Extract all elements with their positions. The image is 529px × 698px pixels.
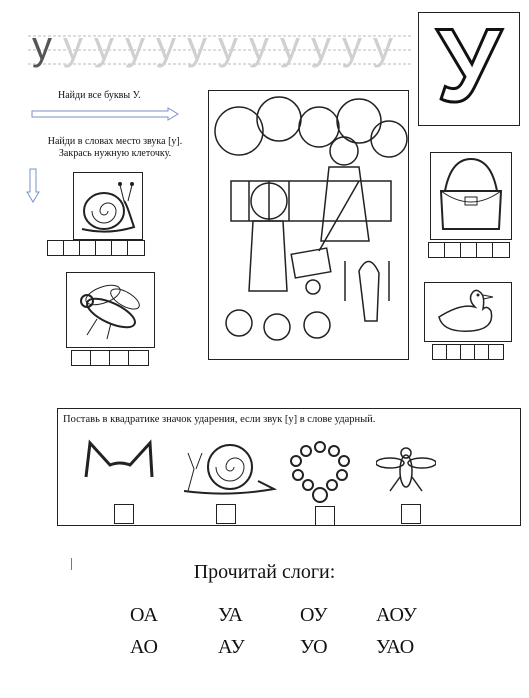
bag-picture	[430, 152, 512, 240]
stress-checkbox-snail[interactable]	[216, 504, 236, 524]
syllable-r1-3: ОУ	[300, 604, 328, 626]
copybook-glyph: у	[187, 24, 207, 68]
big-letter-box	[418, 8, 520, 126]
stress-task-box	[57, 408, 521, 526]
garden-scene	[209, 91, 408, 359]
copybook-glyph: у	[156, 24, 176, 68]
read-title: Прочитай слоги:	[193, 561, 336, 583]
snail-icon-2	[178, 439, 278, 503]
garden-picture	[208, 90, 409, 360]
stress-checkbox-fly[interactable]	[401, 504, 421, 524]
duck-cells[interactable]	[432, 344, 504, 360]
snail-cells[interactable]	[47, 240, 145, 256]
stress-checkbox-necklace[interactable]	[315, 506, 335, 526]
task-stress: Поставь в квадратике значок ударения, если звук [у] в слове ударный.	[63, 414, 376, 425]
copybook-glyph: у	[342, 24, 362, 68]
snail-icon	[74, 173, 142, 239]
copybook-glyph: у	[32, 24, 52, 68]
copybook-glyph: у	[63, 24, 83, 68]
copybook-glyph: у	[311, 24, 331, 68]
duck-picture	[424, 282, 512, 342]
arrow-right-icon	[30, 107, 180, 121]
syllable-r2-1: АО	[130, 636, 158, 658]
copybook-glyph: у	[280, 24, 300, 68]
copybook-line	[28, 24, 412, 72]
task-find-letters: Найди все буквы У.	[58, 90, 141, 101]
copybook-glyph: у	[125, 24, 145, 68]
fly-picture	[66, 272, 155, 348]
arrow-down-icon	[26, 168, 40, 204]
task-find-sound-line1: Найди в словах место звука [у].	[47, 136, 183, 147]
task-find-sound	[30, 136, 200, 160]
syllable-r2-4: УАО	[376, 636, 415, 658]
syllable-r1-1: ОА	[130, 604, 158, 626]
syllable-r1-2: УА	[218, 604, 243, 626]
big-letter: У	[436, 8, 502, 124]
copybook-glyph: у	[218, 24, 238, 68]
bag-cells[interactable]	[428, 242, 510, 258]
cat-ears-icon	[80, 437, 160, 501]
task-find-sound-line2: Закрась нужную клеточку.	[58, 148, 172, 159]
fly-cells[interactable]	[71, 350, 149, 366]
syllable-r2-3: УО	[300, 636, 328, 658]
bag-icon	[431, 153, 511, 239]
copybook-glyph: у	[249, 24, 269, 68]
stress-checkbox-ears[interactable]	[114, 504, 134, 524]
fly-icon-2	[376, 443, 436, 495]
fly-icon	[67, 273, 154, 347]
duck-icon	[425, 283, 511, 341]
syllable-r1-4: АОУ	[376, 604, 417, 626]
snail-picture	[73, 172, 143, 240]
copybook-glyph: у	[94, 24, 114, 68]
syllable-r2-2: АУ	[218, 636, 245, 658]
copybook-glyph: у	[373, 24, 393, 68]
necklace-icon	[286, 441, 356, 505]
